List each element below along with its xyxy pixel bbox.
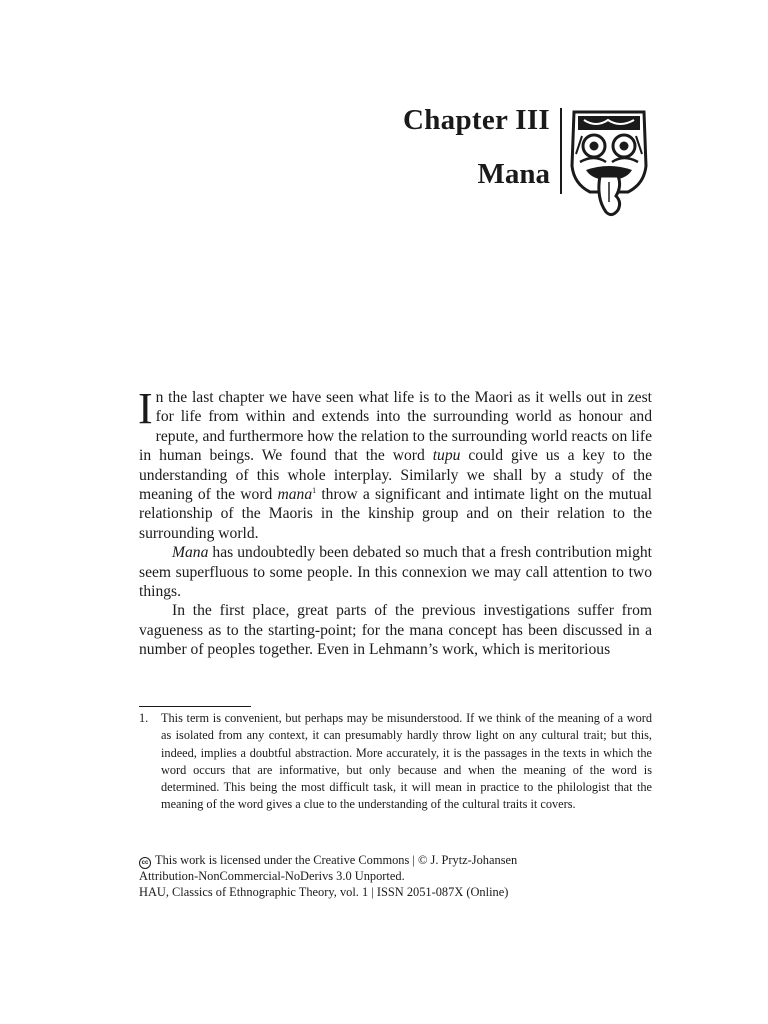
maori-mask-icon xyxy=(566,106,652,218)
paragraph-2: Mana has undoubtedly been debated so much that a fresh contribution might seem superfluous to some people. In this connexion we may call attention to two things. xyxy=(139,544,652,601)
license-block xyxy=(139,853,659,900)
paragraph-1: In the last chapter we have seen what life is to the Maori as it wells out in zest for life from within and extends into the surrounding world as honour and repute, and furthermore how the relation to the surrounding world reacts on life in human beings. We found that the word tupu could give us a key to the understanding of this whole interplay. Similarly we shall by a study of the meaning of the word mana$^1$ throw a significant and intimate light on the mutual relationship of the Maoris in the kinship group and on their relation to the surrounding world. xyxy=(138,384,653,542)
footnote xyxy=(139,710,652,814)
footnote-text: This term is convenient, but perhaps may be misunderstood. If we think of the meaning of a word as isolated from any context, it can presumably hardly throw light on any cultural trait; but this, indeed, implies a doubtful abstraction. More accurately, it is the passages in the texts in which the word occurs that are informative, but only because and when the meaning of the word is determined. This being the most difficult task, it will mean in practice to the philologist that the meaning of the word gives a clue to the understanding of the cultural traits it covers. xyxy=(161,711,652,812)
license-line-2: Attribution-NonCommercial-NoDerivs 3.0 Unported. xyxy=(139,869,405,883)
footnote-divider xyxy=(139,706,251,707)
main-text xyxy=(138,384,653,660)
license-line-1: cc This work is licensed under the Creative Commons | © J. Prytz-Johansen xyxy=(139,853,659,869)
term-tupu: tupu xyxy=(432,447,461,465)
creative-commons-icon: cc xyxy=(139,857,151,869)
license-line-3: HAU, Classics of Ethnographic Theory, vol. 1 | ISSN 2051-087X (Online) xyxy=(139,884,509,899)
chapter-title: Mana xyxy=(477,158,550,190)
paragraph-3: In the first place, great parts of the previous investigations suffer from vagueness as to the starting-point; for the mana concept has been discussed in a number of peoples together. Even in Lehmann’s work, which is meritorious xyxy=(139,602,652,659)
footnote-number: 1. xyxy=(139,711,149,725)
header-divider xyxy=(560,108,562,194)
drop-cap: I xyxy=(138,384,153,433)
chapter-header xyxy=(0,100,768,220)
footnote-ref[interactable]: 1 xyxy=(312,485,317,495)
chapter-label: Chapter III xyxy=(403,104,550,136)
term-mana: mana xyxy=(277,486,313,504)
term-mana-2: Mana xyxy=(172,544,209,562)
